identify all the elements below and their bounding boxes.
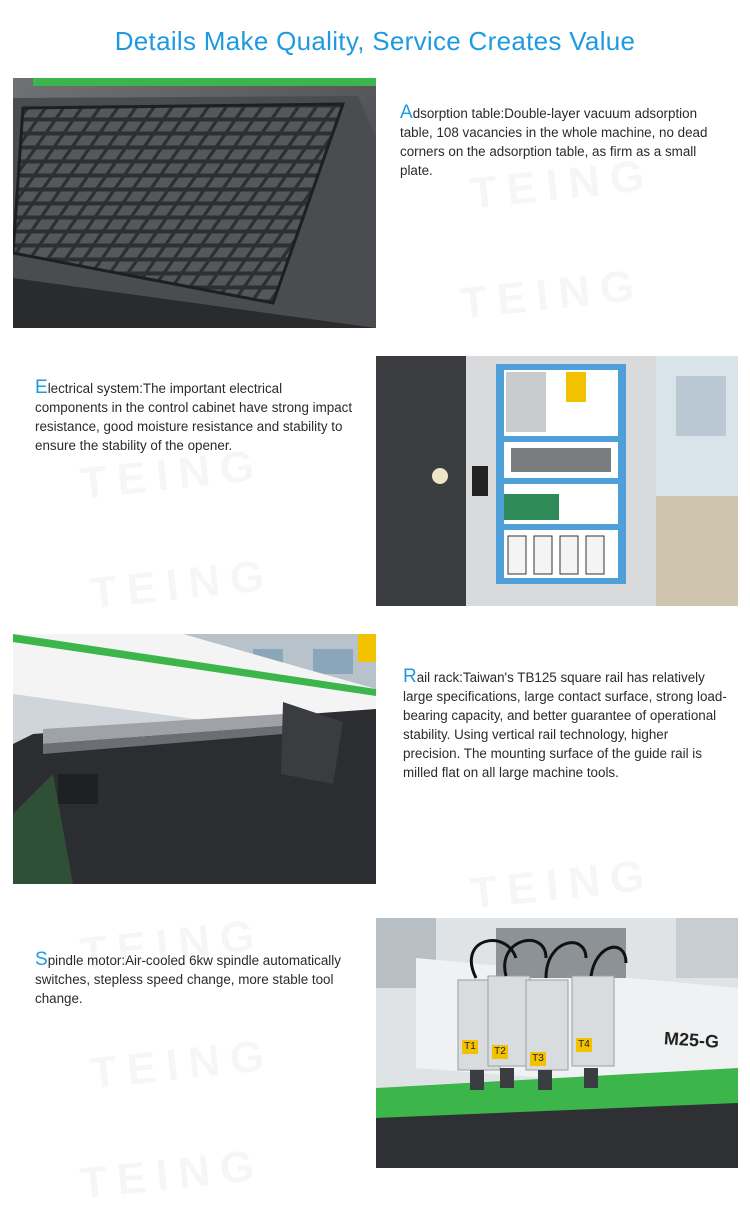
spindle-motor-photo	[376, 918, 738, 1168]
section-lead-letter: S	[35, 949, 48, 970]
page-title: Details Make Quality, Service Creates Value	[114, 26, 636, 56]
watermark	[88, 550, 277, 619]
watermark	[458, 260, 647, 329]
section-adsorption-table	[400, 103, 718, 180]
spindle-label-t1: T1	[464, 1041, 476, 1052]
section-body: ail rack:Taiwan's TB125 square rail has relatively large specifications, large contact surface, strong load-bearing capacity, and better guarantee of operational stability. Using vertical rail technology, higher precision. The mounting surface of the guide rail is milled flat on all large machine tools.	[403, 670, 727, 780]
section-body: lectrical system:The important electrical components in the control cabinet have strong impact resistance, good moisture resistance and stability to ensure the stability of the opener.	[35, 381, 353, 453]
section-electrical-system	[35, 378, 353, 455]
rail-rack-photo	[13, 634, 376, 884]
section-lead-letter: E	[35, 377, 48, 398]
section-lead-letter: R	[403, 666, 417, 687]
spindle-label-t4: T4	[578, 1039, 590, 1050]
watermark	[78, 1140, 267, 1209]
spindle-label-t2: T2	[494, 1046, 506, 1057]
section-lead-letter: A	[400, 102, 413, 123]
machine-model-label: M25-G	[663, 1028, 720, 1052]
adsorption-table-photo	[13, 78, 376, 328]
watermark	[468, 850, 657, 919]
watermark	[88, 1030, 277, 1099]
electrical-cabinet-photo	[376, 356, 738, 606]
section-body: dsorption table:Double-layer vacuum adsorption table, 108 vacancies in the whole machine, no dead corners on the adsorption table, as firm as a small plate.	[400, 106, 708, 178]
spindle-label-t3: T3	[532, 1053, 544, 1064]
section-spindle-motor	[35, 950, 359, 1008]
section-rail-rack	[403, 667, 727, 782]
section-body: pindle motor:Air-cooled 6kw spindle automatically switches, stepless speed change, more stable tool change.	[35, 953, 341, 1006]
